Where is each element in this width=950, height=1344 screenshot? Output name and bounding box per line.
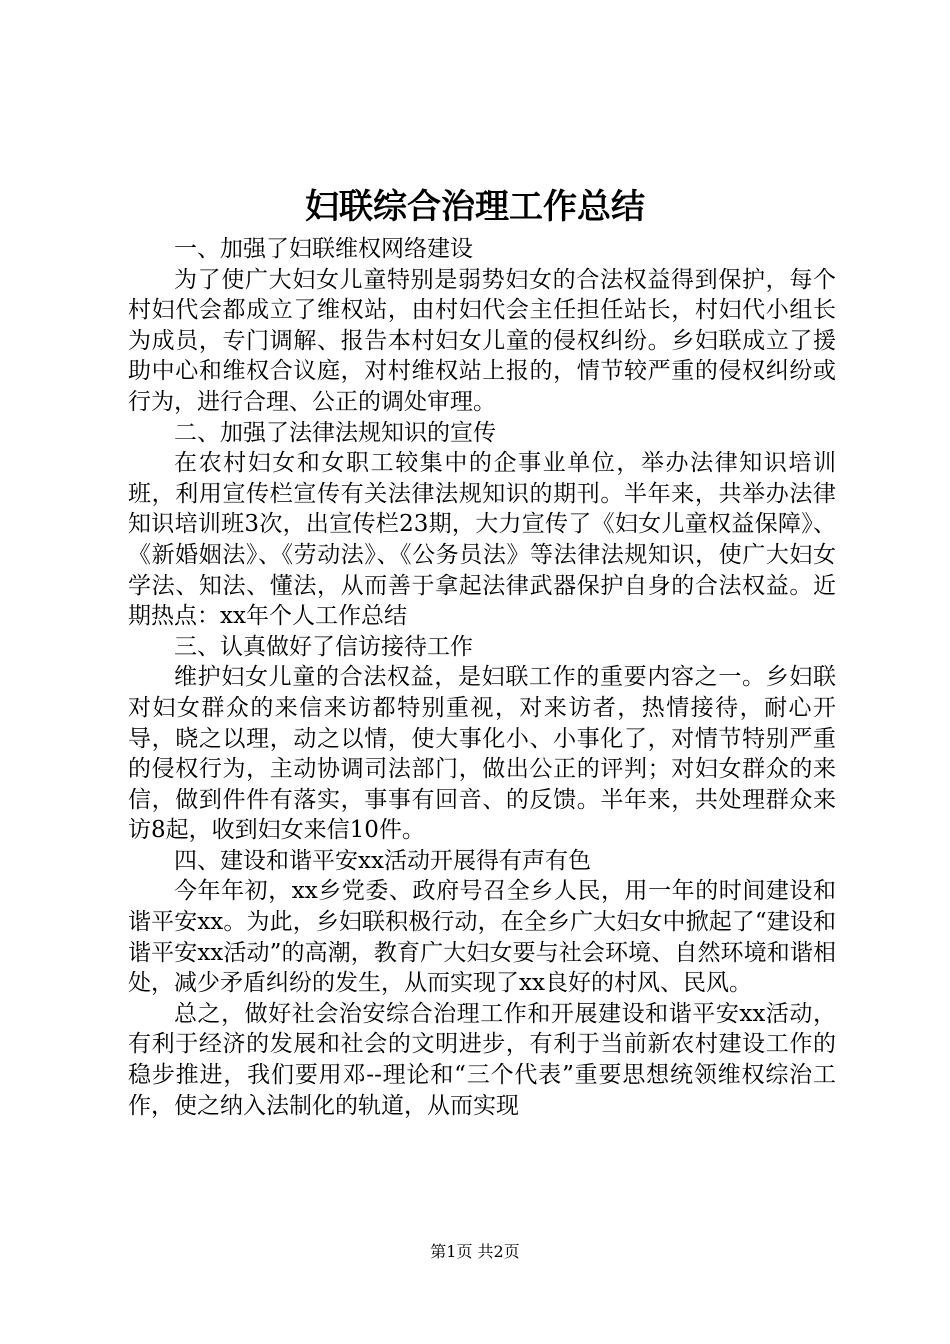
section-heading-1: 一、加强了妇联维权网络建设 (174, 236, 473, 262)
body-paragraph-1: 为了使广大妇女儿童特别是弱势妇女的合法权益得到保护，每个村妇代会都成立了维权站，由村妇代会主任担任站长，村妇代小组长为成员，专门调解、报告本村妇女儿童的侵权纠纷。乡妇联成立了援助中心和维权合议庭，对村维权站上报的，情节较严重的侵权纠纷或行为，进行合理、公正的调处审理。 (128, 266, 836, 415)
body-paragraph-5: 总之，做好社会治安综合治理工作和开展建设和谐平安xx活动，有利于经济的发展和社会的文明进步，有利于当前新农村建设工作的稳步推进，我们要用邓--理论和“三个代表”重要思想统领维权综治工作，使之纳入法制化的轨道，从而实现 (128, 1000, 836, 1119)
section-heading-4: 四、建设和谐平安xx活动开展得有声有色 (174, 847, 591, 874)
body-paragraph-3: 维护妇女儿童的合法权益，是妇联工作的重要内容之一。乡妇联对妇女群众的来信来访都特别重视，对来访者，热情接待，耐心开导，晓之以理，动之以情，使大事化小、小事化了，对情节特别严重的侵权行为，主动协调司法部门，做出公正的评判；对妇女群众的来信，做到件件有落实，事事有回音、的反馈。半年来，共处理群众来访8起，收到妇女来信10件。 (128, 664, 836, 844)
page-number-footer: 第1页 共2页 (430, 1242, 520, 1261)
section-heading-3: 三、认真做好了信访接待工作 (174, 633, 473, 660)
body-paragraph-4: 今年年初，xx乡党委、政府号召全乡人民，用一年的时间建设和谐平安xx。为此，乡妇联积极行动，在全乡广大妇女中掀起了“建设和谐平安xx活动”的高潮，教育广大妇女要与社会环境、自然环境和谐相处，减少矛盾纠纷的发生，从而实现了xx良好的村风、民风。 (128, 878, 836, 997)
body-paragraph-2: 在农村妇女和女职工较集中的企事业单位，举办法律知识培训班，利用宣传栏宣传有关法律法规知识的期刊。半年来，共举办法律知识培训班3次，出宣传栏23期，大力宣传了《妇女儿童权益保障》、《新婚姻法》、《劳动法》、《公务员法》等法律法规知识，使广大妇女学法、知法、懂法，从而善于拿起法律武器保护自身的合法权益。近期热点：xx年个人工作总结 (128, 450, 836, 630)
document-body (128, 234, 836, 1121)
document-title: 妇联综合治理工作总结 (305, 187, 645, 227)
section-heading-2: 二、加强了法律法规知识的宣传 (174, 419, 496, 446)
